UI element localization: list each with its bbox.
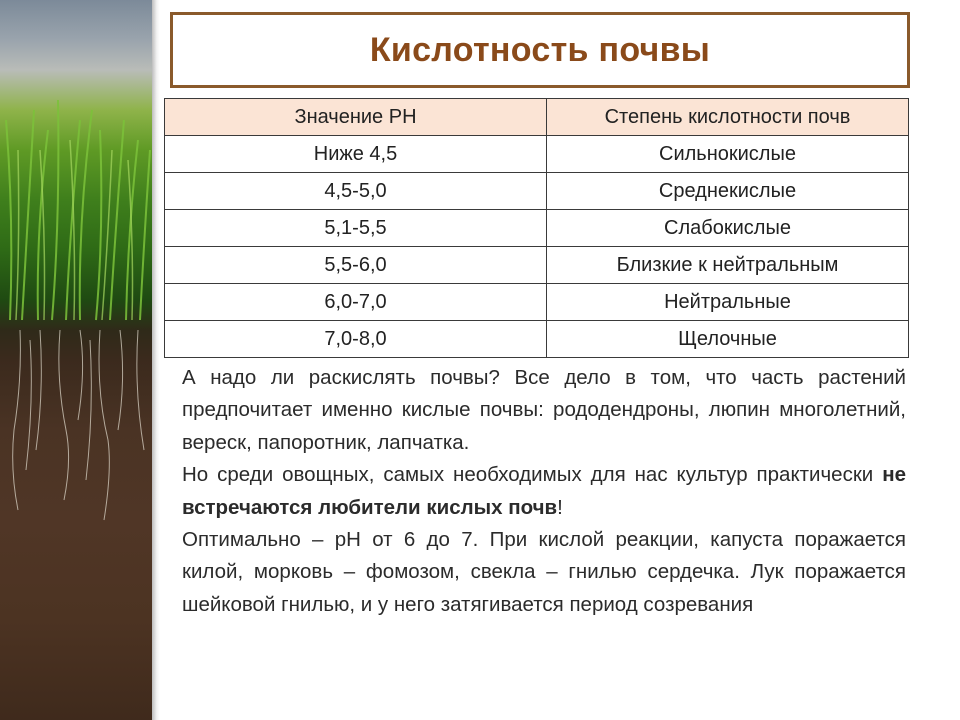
ph-value-cell: 5,5-6,0 (165, 247, 547, 284)
paragraph-optimal-ph: Оптимально – рН от 6 до 7. При кислой реакции, капуста поражается килой, морковь – фомозом, свекла – гнилью сердечка. Лук поражается шейковой гнилью, и у него затягивается период созревания (182, 528, 906, 616)
table-row (165, 247, 909, 284)
acidity-degree-cell: Сильнокислые (547, 136, 909, 173)
grass-roots-illustration (0, 0, 152, 720)
body-text (182, 362, 906, 621)
title-box (170, 12, 910, 88)
table-row (165, 173, 909, 210)
table-row (165, 136, 909, 173)
acidity-degree-cell: Близкие к нейтральным (547, 247, 909, 284)
column-header-ph-value: Значение PH (165, 99, 547, 136)
acidity-degree-cell: Щелочные (547, 321, 909, 358)
ph-value-cell: 6,0-7,0 (165, 284, 547, 321)
ph-value-cell: Ниже 4,5 (165, 136, 547, 173)
paragraph-vegetables (182, 459, 906, 524)
paragraph-acid-loving-plants: А надо ли раскислять почвы? Все дело в том, что часть растений предпочитает именно кислые почвы: рододендроны, люпин многолетний, вереск, папоротник, лапчатка. (182, 366, 906, 454)
acidity-degree-cell: Слабокислые (547, 210, 909, 247)
ph-value-cell: 7,0-8,0 (165, 321, 547, 358)
table-row (165, 210, 909, 247)
page-title: Кислотность почвы (369, 30, 711, 69)
column-header-acidity-degree: Степень кислотности почв (547, 99, 909, 136)
ph-value-cell: 4,5-5,0 (165, 173, 547, 210)
table-row (165, 321, 909, 358)
photo-divider (152, 0, 160, 720)
table-header-row (165, 99, 909, 136)
acidity-degree-cell: Нейтральные (547, 284, 909, 321)
emphasis-no-acid-lovers: не встречаются любители кислых почв (182, 463, 906, 519)
acidity-table (164, 98, 909, 358)
paragraph-vegetables-end: ! (557, 495, 563, 519)
ph-value-cell: 5,1-5,5 (165, 210, 547, 247)
grass-soil-photo (0, 0, 152, 720)
paragraph-vegetables-start: Но среди овощных, самых необходимых для нас культур практически (182, 463, 883, 487)
acidity-degree-cell: Среднекислые (547, 173, 909, 210)
table-row (165, 284, 909, 321)
